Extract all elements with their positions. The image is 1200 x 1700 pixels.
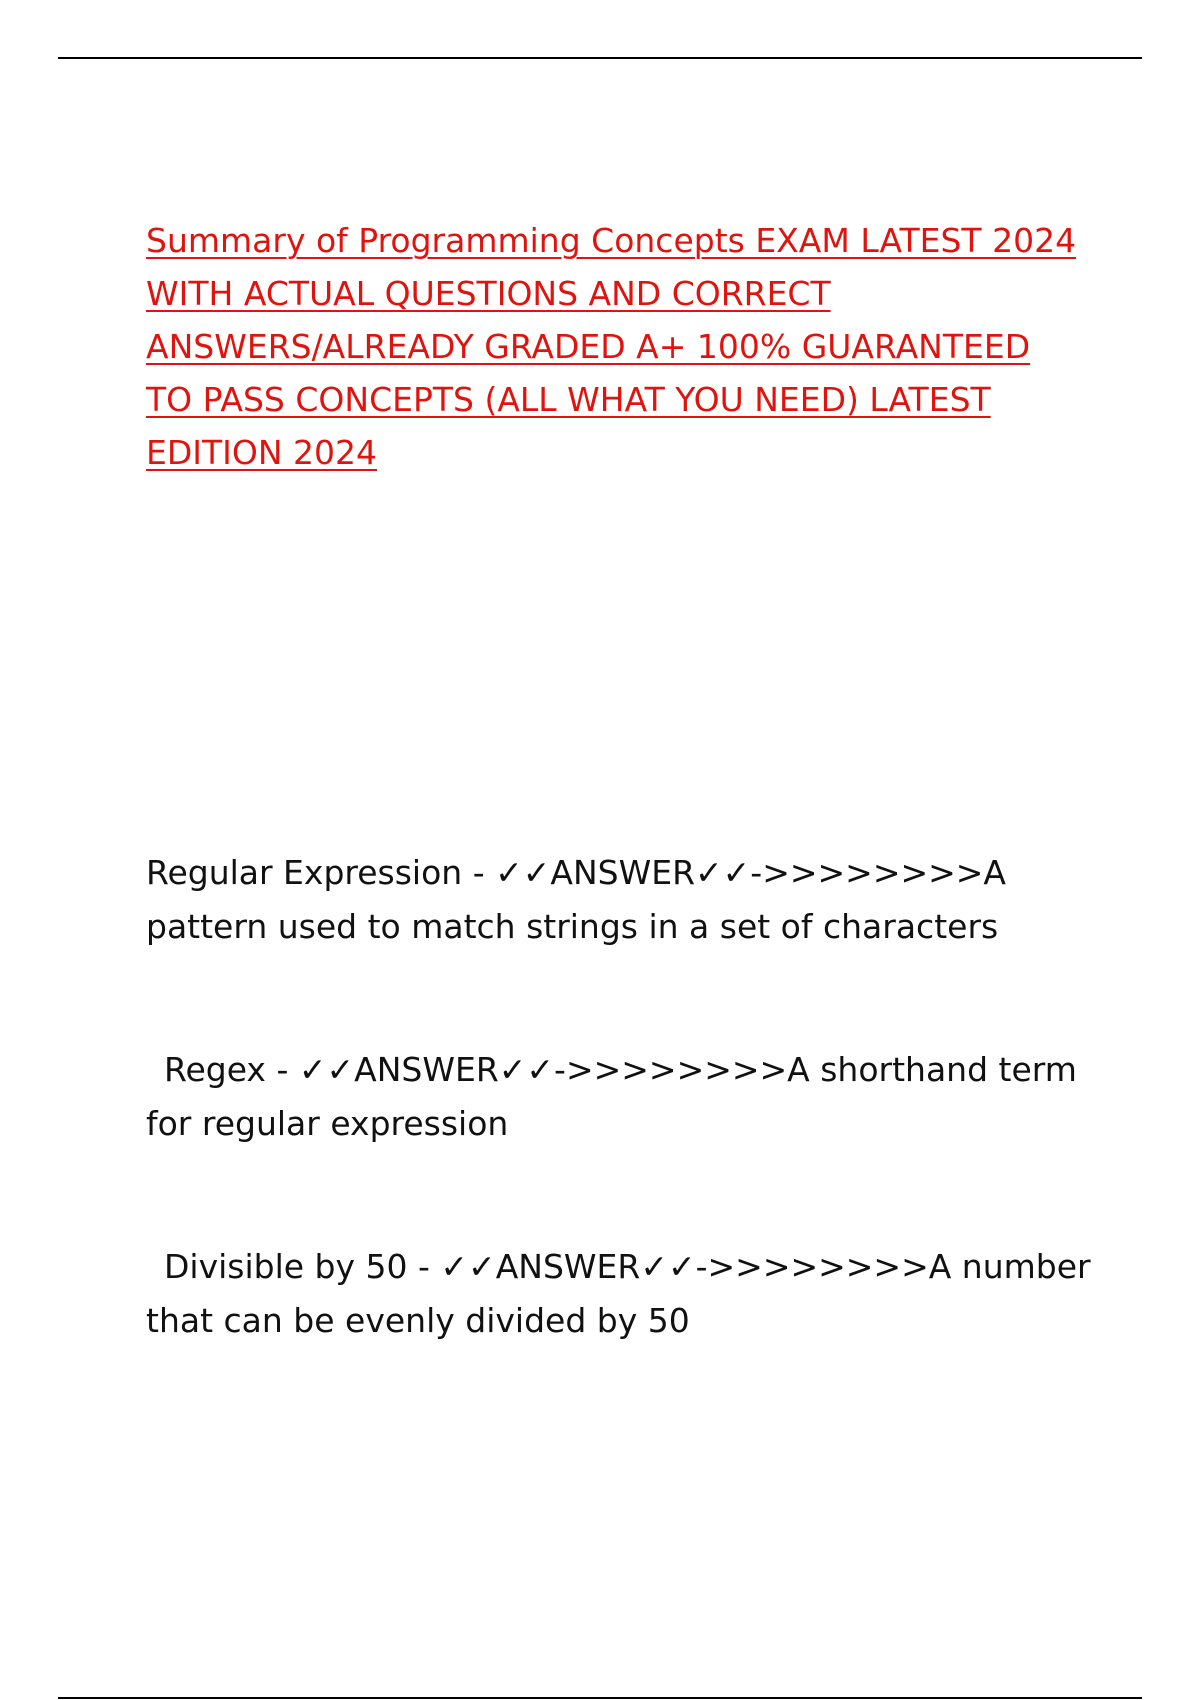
qa-term: Regex — [164, 1050, 266, 1089]
qa-definition: A number that can be evenly divided by 50 — [146, 1247, 1091, 1340]
qa-definition: A shorthand term for regular expression — [146, 1050, 1077, 1143]
qa-answer-marker: - ✓✓ANSWER✓✓->>>>>>>> — [407, 1247, 929, 1286]
qa-term: Divisible by 50 — [164, 1247, 408, 1286]
qa-answer-marker: - ✓✓ANSWER✓✓->>>>>>>> — [265, 1050, 788, 1089]
qa-entry-divisible-by-50 — [146, 1240, 1106, 1348]
document-title: Summary of Programming Concepts EXAM LATEST 2024 WITH ACTUAL QUESTIONS AND CORRECT ANSWERS/ALREADY GRADED A+ 100% GUARANTEED TO PASS CONCEPTS (ALL WHAT YOU NEED) LATEST EDITION 2024 — [146, 221, 1077, 472]
top-divider — [58, 57, 1142, 59]
qa-definition: A pattern used to match strings in a set of characters — [146, 853, 1006, 946]
qa-term: Regular Expression — [146, 853, 463, 892]
qa-answer-marker: - ✓✓ANSWER✓✓->>>>>>>> — [462, 853, 984, 892]
bottom-divider — [58, 1697, 1142, 1699]
qa-entry-regex — [146, 1043, 1106, 1151]
qa-entry-regular-expression — [146, 846, 1106, 954]
